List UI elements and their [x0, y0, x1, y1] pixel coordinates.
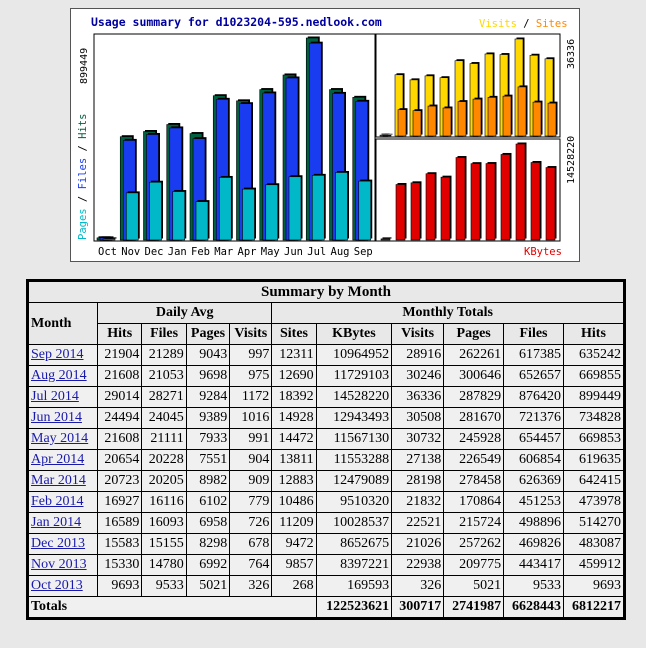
bar-pages-oct [103, 239, 115, 240]
table-row [28, 492, 625, 513]
column-headers [28, 324, 625, 345]
table-cell: 975 [230, 366, 272, 387]
table-cell: 9857 [272, 555, 316, 576]
col-header-daily-files: Files [142, 324, 186, 345]
table-cell: 326 [392, 576, 444, 597]
bar-kbytes-oct [381, 239, 390, 240]
x-tick-label-aug: Aug [330, 246, 350, 258]
month-link[interactable]: Mar 2014 [31, 473, 86, 488]
table-cell: 20205 [142, 471, 186, 492]
table-cell: 21111 [142, 429, 186, 450]
bar-sites-feb [443, 108, 451, 136]
bar-sites-may [488, 97, 496, 136]
month-cell [28, 513, 98, 534]
table-cell: 9043 [186, 345, 229, 366]
col-header-monthly-files: Files [504, 324, 564, 345]
table-cell: 734828 [563, 408, 624, 429]
table-cell: 498896 [504, 513, 564, 534]
month-link[interactable]: Feb 2014 [31, 494, 84, 509]
totals-cell: 300717 [392, 597, 444, 619]
bar-kbytes-sep [546, 168, 555, 240]
table-cell: 606854 [504, 450, 564, 471]
legend-entry: Files [77, 157, 89, 190]
table-cell: 9284 [186, 387, 229, 408]
month-cell [28, 576, 98, 597]
table-cell: 11209 [272, 513, 316, 534]
table-row [28, 450, 625, 471]
table-cell: 278458 [444, 471, 504, 492]
bar-kbytes-aug [531, 162, 540, 240]
table-cell: 30732 [392, 429, 444, 450]
main-legend [77, 114, 89, 240]
table-cell: 16927 [98, 492, 142, 513]
table-cell: 876420 [504, 387, 564, 408]
table-cell: 28198 [392, 471, 444, 492]
table-cell: 642415 [563, 471, 624, 492]
month-cell [28, 450, 98, 471]
table-cell: 678 [230, 534, 272, 555]
bar-pages-apr [243, 189, 255, 240]
table-cell: 1172 [230, 387, 272, 408]
table-cell: 14928 [272, 408, 316, 429]
table-cell: 9533 [142, 576, 186, 597]
bar-pages-mar [219, 177, 231, 240]
table-cell: 14472 [272, 429, 316, 450]
table-cell: 21904 [98, 345, 142, 366]
table-cell: 617385 [504, 345, 564, 366]
table-cell: 169593 [316, 576, 391, 597]
bar-sites-mar [458, 102, 466, 136]
table-cell: 22938 [392, 555, 444, 576]
bar-sites-oct [383, 135, 391, 136]
table-cell: 13811 [272, 450, 316, 471]
table-cell: 5021 [186, 576, 229, 597]
table-cell: 21053 [142, 366, 186, 387]
table-cell: 909 [230, 471, 272, 492]
col-header-monthly-visits: Visits [392, 324, 444, 345]
month-link[interactable]: Oct 2013 [31, 578, 83, 593]
table-cell: 619635 [563, 450, 624, 471]
month-link[interactable]: Apr 2014 [31, 452, 85, 467]
col-header-monthly-pages: Pages [444, 324, 504, 345]
table-cell: 22521 [392, 513, 444, 534]
x-tick-label-apr: Apr [237, 246, 257, 258]
legend-entry: / [77, 138, 89, 158]
bar-pages-feb [196, 202, 208, 240]
table-cell: 10028537 [316, 513, 391, 534]
month-cell [28, 387, 98, 408]
table-cell: 997 [230, 345, 272, 366]
table-cell: 20723 [98, 471, 142, 492]
table-cell: 15330 [98, 555, 142, 576]
bar-kbytes-nov [396, 185, 405, 240]
table-cell: 11553288 [316, 450, 391, 471]
bar-sites-dec [413, 111, 421, 136]
table-cell: 9389 [186, 408, 229, 429]
table-cell: 24045 [142, 408, 186, 429]
legend-entry: Sites [535, 18, 568, 30]
table-cell: 15155 [142, 534, 186, 555]
table-cell: 30246 [392, 366, 444, 387]
table-cell: 15583 [98, 534, 142, 555]
month-cell [28, 429, 98, 450]
table-cell: 300646 [444, 366, 504, 387]
table-cell: 21608 [98, 366, 142, 387]
month-cell [28, 555, 98, 576]
summary-table [26, 279, 626, 620]
totals-cell: 122523621 [316, 597, 391, 619]
table-cell: 899449 [563, 387, 624, 408]
col-header-monthly-sites: Sites [272, 324, 316, 345]
table-cell: 669853 [563, 429, 624, 450]
bar-pages-jul [312, 175, 324, 240]
table-row [28, 513, 625, 534]
legend-entry: Hits [77, 113, 89, 139]
table-cell: 11729103 [316, 366, 391, 387]
table-row [28, 366, 625, 387]
col-header-monthly-kbytes: KBytes [316, 324, 391, 345]
kbytes-legend: KBytes [524, 246, 562, 258]
col-header-daily-visits: Visits [230, 324, 272, 345]
month-link[interactable]: Nov 2013 [31, 557, 87, 572]
month-cell [28, 471, 98, 492]
x-tick-label-jun: Jun [284, 246, 303, 258]
table-row [28, 345, 625, 366]
table-cell: 635242 [563, 345, 624, 366]
table-cell: 24494 [98, 408, 142, 429]
month-cell [28, 345, 98, 366]
table-cell: 28916 [392, 345, 444, 366]
table-cell: 473978 [563, 492, 624, 513]
month-cell [28, 492, 98, 513]
table-cell: 262261 [444, 345, 504, 366]
bar-pages-sep [359, 181, 371, 240]
x-tick-label-feb: Feb [191, 246, 210, 258]
summary-title: Summary by Month [28, 281, 625, 303]
table-cell: 326 [230, 576, 272, 597]
table-cell: 226549 [444, 450, 504, 471]
totals-cell: 6628443 [504, 597, 564, 619]
table-cell: 459912 [563, 555, 624, 576]
month-cell [28, 366, 98, 387]
month-link[interactable]: Jan 2014 [31, 515, 82, 530]
table-cell: 10486 [272, 492, 316, 513]
table-cell: 16093 [142, 513, 186, 534]
table-cell: 9510320 [316, 492, 391, 513]
col-header-daily-hits: Hits [98, 324, 142, 345]
chart-title: Usage summary for d1023204-595.nedlook.com [91, 15, 382, 29]
bar-sites-nov [398, 110, 406, 136]
month-header: Month [28, 303, 98, 345]
bar-pages-dec [150, 182, 162, 240]
table-cell: 21608 [98, 429, 142, 450]
bar-sites-jul [518, 87, 526, 136]
table-cell: 12479089 [316, 471, 391, 492]
x-tick-label-oct: Oct [98, 246, 117, 258]
table-cell: 6958 [186, 513, 229, 534]
table-row [28, 576, 625, 597]
table-cell: 7551 [186, 450, 229, 471]
daily-avg-header: Daily Avg [98, 303, 272, 324]
table-row [28, 408, 625, 429]
legend-entry: Visits [479, 18, 517, 30]
table-cell: 991 [230, 429, 272, 450]
col-header-daily-pages: Pages [186, 324, 229, 345]
table-cell: 268 [272, 576, 316, 597]
table-cell: 21289 [142, 345, 186, 366]
table-cell: 6102 [186, 492, 229, 513]
table-cell: 8397221 [316, 555, 391, 576]
table-cell: 652657 [504, 366, 564, 387]
table-cell: 764 [230, 555, 272, 576]
bar-kbytes-may [486, 164, 495, 240]
table-row [28, 471, 625, 492]
legend-entry: / [77, 189, 89, 209]
visits-legend [479, 18, 568, 30]
visits-axis-max-label: 36336 [566, 38, 577, 69]
bar-sites-oct-shadow [385, 134, 393, 135]
x-tick-label-jan: Jan [167, 246, 187, 258]
bar-kbytes-dec [411, 183, 420, 240]
table-cell: 257262 [444, 534, 504, 555]
table-cell: 1016 [230, 408, 272, 429]
usage-chart-svg [71, 9, 581, 263]
table-row [28, 534, 625, 555]
table-cell: 16116 [142, 492, 186, 513]
table-cell: 469826 [504, 534, 564, 555]
table-cell: 14780 [142, 555, 186, 576]
bar-pages-nov [126, 193, 138, 240]
table-cell: 36336 [392, 387, 444, 408]
x-tick-label-jul: Jul [307, 246, 327, 258]
table-cell: 170864 [444, 492, 504, 513]
totals-label: Totals [28, 597, 317, 619]
month-cell [28, 408, 98, 429]
table-cell: 514270 [563, 513, 624, 534]
table-cell: 726 [230, 513, 272, 534]
bar-pages-may [266, 185, 278, 240]
table-cell: 8652675 [316, 534, 391, 555]
table-cell: 21832 [392, 492, 444, 513]
table-cell: 30508 [392, 408, 444, 429]
table-cell: 27138 [392, 450, 444, 471]
table-cell: 626369 [504, 471, 564, 492]
bar-sites-jan [428, 106, 436, 136]
bar-kbytes-jun [501, 154, 510, 240]
month-link[interactable]: May 2014 [31, 431, 89, 446]
legend-entry: Pages [77, 208, 89, 240]
bar-kbytes-jan [426, 174, 435, 240]
table-cell: 16589 [98, 513, 142, 534]
table-cell: 9472 [272, 534, 316, 555]
usage-chart [70, 8, 580, 262]
table-row [28, 387, 625, 408]
monthly-totals-header: Monthly Totals [272, 303, 625, 324]
bar-kbytes-apr [471, 164, 480, 240]
table-cell: 20654 [98, 450, 142, 471]
x-tick-label-dec: Dec [144, 246, 164, 258]
month-link[interactable]: Aug 2014 [31, 368, 87, 383]
x-tick-label-may: May [260, 246, 280, 258]
table-cell: 29014 [98, 387, 142, 408]
table-cell: 9693 [563, 576, 624, 597]
bar-sites-aug [533, 102, 541, 136]
bar-pages-jan [173, 192, 185, 240]
table-row [28, 555, 625, 576]
bar-pages-oct-shadow [105, 237, 117, 238]
month-link[interactable]: Jun 2014 [31, 410, 82, 425]
table-cell: 5021 [444, 576, 504, 597]
table-cell: 14528220 [316, 387, 391, 408]
main-axis-max-label: 899449 [79, 47, 90, 84]
table-cell: 20228 [142, 450, 186, 471]
table-cell: 209775 [444, 555, 504, 576]
table-cell: 12943493 [316, 408, 391, 429]
x-tick-label-mar: Mar [214, 246, 234, 258]
table-cell: 281670 [444, 408, 504, 429]
table-cell: 12311 [272, 345, 316, 366]
table-cell: 669855 [563, 366, 624, 387]
table-cell: 9698 [186, 366, 229, 387]
table-cell: 18392 [272, 387, 316, 408]
table-body [28, 345, 625, 619]
month-cell [28, 534, 98, 555]
table-cell: 8298 [186, 534, 229, 555]
bar-kbytes-mar [456, 158, 465, 240]
bar-sites-apr [473, 99, 481, 136]
bar-pages-aug [336, 172, 348, 240]
totals-cell: 2741987 [444, 597, 504, 619]
table-cell: 483087 [563, 534, 624, 555]
month-link[interactable]: Sep 2014 [31, 347, 84, 362]
table-row [28, 429, 625, 450]
table-cell: 779 [230, 492, 272, 513]
table-cell: 215724 [444, 513, 504, 534]
table-cell: 9693 [98, 576, 142, 597]
table-cell: 443417 [504, 555, 564, 576]
table-cell: 12883 [272, 471, 316, 492]
table-cell: 11567130 [316, 429, 391, 450]
totals-row [28, 597, 625, 619]
table-cell: 287829 [444, 387, 504, 408]
month-link[interactable]: Dec 2013 [31, 536, 86, 551]
bar-kbytes-feb [441, 177, 450, 240]
bar-kbytes-oct-shadow [383, 237, 392, 238]
table-cell: 8982 [186, 471, 229, 492]
bar-sites-sep [548, 103, 556, 136]
table-cell: 21026 [392, 534, 444, 555]
table-cell: 451253 [504, 492, 564, 513]
bar-kbytes-jul [516, 144, 525, 240]
table-cell: 6992 [186, 555, 229, 576]
month-link[interactable]: Jul 2014 [31, 389, 79, 404]
table-cell: 7933 [186, 429, 229, 450]
legend-entry: / [516, 18, 536, 30]
bar-sites-jun [503, 96, 511, 136]
totals-cell: 6812217 [563, 597, 624, 619]
bar-pages-jun [289, 177, 301, 240]
table-cell: 28271 [142, 387, 186, 408]
x-tick-label-nov: Nov [121, 246, 141, 258]
table-cell: 904 [230, 450, 272, 471]
table-cell: 10964952 [316, 345, 391, 366]
table-cell: 654457 [504, 429, 564, 450]
x-tick-label-sep: Sep [353, 246, 373, 258]
table-cell: 9533 [504, 576, 564, 597]
table-cell: 12690 [272, 366, 316, 387]
table-cell: 721376 [504, 408, 564, 429]
table-cell: 245928 [444, 429, 504, 450]
kbytes-axis-max-label: 14528220 [566, 135, 577, 184]
col-header-monthly-hits: Hits [563, 324, 624, 345]
